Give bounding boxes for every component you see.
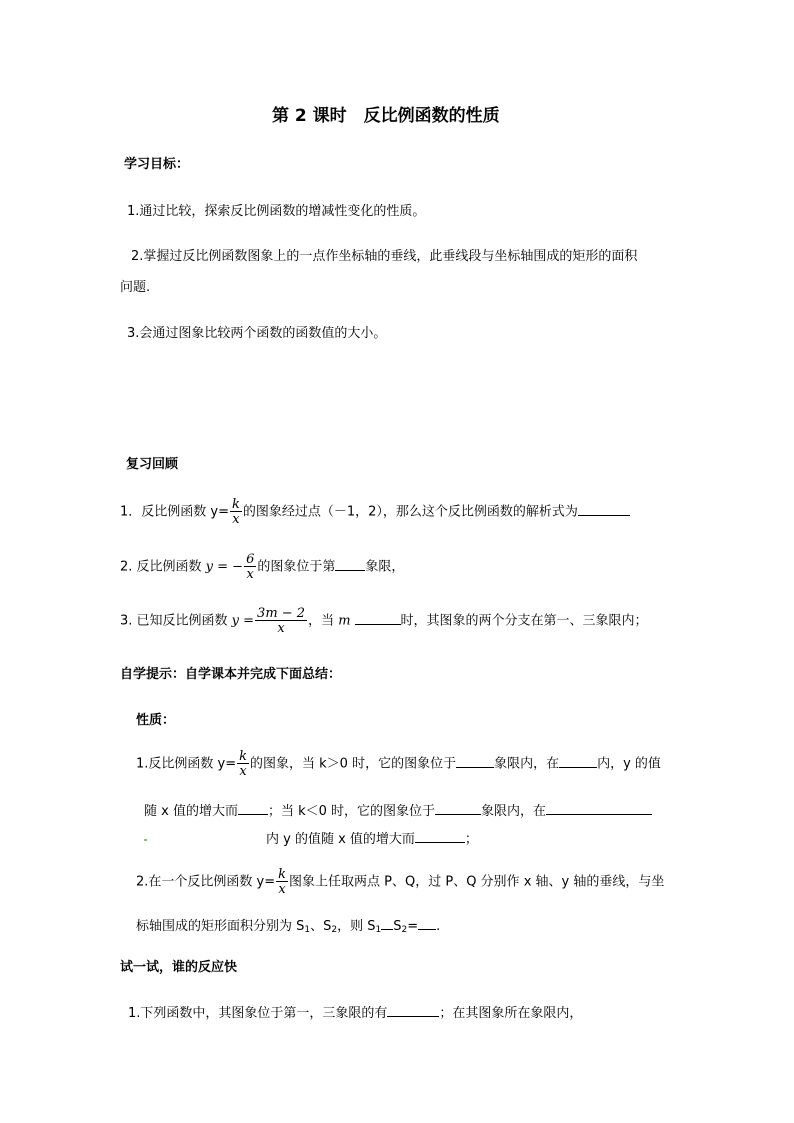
fraction-k-over-x — [276, 868, 288, 896]
fraction-k-over-x — [237, 750, 249, 778]
p1-a: 1.反比例函数 y= — [136, 756, 237, 772]
fraction-denominator: x — [237, 763, 249, 778]
try-it-question-1 — [128, 1004, 582, 1020]
p1-d: 内，y 的值 — [597, 756, 661, 772]
q1-suffix: 的图象经过点（－1，2），那么这个反比例函数的解析式为 — [242, 504, 578, 520]
objective-2-cont: 问题. — [120, 280, 151, 295]
subscript: 1 — [375, 925, 382, 935]
q3-mid: ，当 — [308, 613, 339, 629]
objective-2: 2.掌握过反比例函数图象上的一点作坐标轴的垂线，此垂线段与坐标轴围成的矩形的面积 — [131, 249, 638, 264]
fraction-6-over-x — [244, 553, 256, 581]
properties-subheading: 性质： — [136, 713, 176, 728]
answer-blank[interactable] — [559, 755, 597, 768]
selfstudy-heading: 自学提示：自学课本并完成下面总结： — [120, 667, 342, 682]
p2-d: S — [393, 919, 402, 934]
q3-m: m — [338, 613, 351, 629]
decorative-mark — [144, 839, 147, 841]
property-1-line-1 — [136, 750, 661, 778]
property-2-line-1 — [136, 868, 664, 896]
objectives-heading: 学习目标： — [124, 157, 190, 172]
p2-f: . — [436, 919, 441, 934]
p1-f: ；当 k＜0 时，它的图象位于 — [267, 804, 436, 819]
fraction-denominator: x — [276, 881, 288, 896]
answer-blank[interactable] — [415, 830, 465, 843]
answer-blank[interactable] — [456, 755, 494, 768]
answer-blank[interactable] — [381, 917, 393, 930]
answer-blank[interactable] — [335, 558, 365, 571]
q2-lhs: y = − — [205, 559, 244, 575]
subscript: 2 — [401, 925, 408, 935]
page-title: 第 2 课时 反比例函数的性质 — [272, 106, 500, 126]
try-q1: 1.下列函数中，其图象位于第一，三象限的有 — [128, 1006, 388, 1021]
p2-c: 标轴围成的矩形面积分别为 S — [136, 919, 305, 934]
review-question-1 — [120, 498, 630, 526]
p2-e: = — [407, 919, 419, 934]
subscript: 2 — [331, 925, 338, 935]
fraction-numerator: k — [239, 749, 248, 764]
answer-blank[interactable] — [238, 802, 268, 815]
try-it-heading: 试一试，谁的反应快 — [120, 960, 238, 975]
p1-c: 象限内，在 — [494, 756, 560, 772]
p1-i: ； — [464, 832, 478, 847]
q3-suffix: 时，其图象的两个分支在第一、三象限内； — [400, 613, 648, 629]
review-question-2 — [120, 553, 404, 581]
answer-blank[interactable] — [546, 802, 652, 815]
answer-blank[interactable] — [387, 1004, 439, 1017]
p1-e: 随 x 值的增大而 — [144, 804, 238, 819]
q3-lhs: y = — [231, 613, 255, 629]
p2-c3: ，则 S — [337, 919, 376, 934]
p1-b: 的图象，当 k＞0 时，它的图象位于 — [250, 756, 457, 772]
p2-c2: 、S — [310, 919, 332, 934]
q2-prefix: 2. 反比例函数 — [120, 559, 206, 575]
fraction-numerator: 6 — [246, 552, 255, 567]
q2-suffix-2: 象限， — [365, 559, 405, 575]
fraction-3m-2-over-x — [255, 607, 307, 635]
p2-a: 2.在一个反比例函数 y= — [136, 874, 276, 890]
property-1-line-2 — [144, 802, 652, 818]
q3-prefix: 3. 已知反比例函数 — [120, 613, 232, 629]
answer-blank[interactable] — [435, 802, 481, 815]
answer-blank[interactable] — [418, 917, 436, 930]
fraction-denominator: x — [244, 566, 256, 581]
review-question-3 — [120, 607, 648, 635]
objective-1: 1.通过比较，探索反比例函数的增减性变化的性质。 — [127, 204, 426, 219]
review-heading: 复习回顾 — [126, 457, 179, 472]
fraction-denominator: x — [230, 511, 242, 526]
property-2-line-2 — [136, 917, 440, 933]
fraction-k-over-x — [230, 498, 242, 526]
subscript: 1 — [304, 925, 311, 935]
fraction-numerator: k — [278, 867, 287, 882]
q2-suffix-1: 的图象位于第 — [257, 559, 336, 575]
answer-blank[interactable] — [355, 612, 401, 625]
property-1-line-3 — [266, 830, 478, 846]
p2-b: 图象上任取两点 P、Q，过 P、Q 分别作 x 轴、y 轴的垂线，与坐 — [289, 874, 665, 890]
fraction-numerator: k — [232, 497, 240, 512]
q1-prefix: 1．反比例函数 y= — [120, 504, 229, 520]
try-q1-end: ；在其图象所在象限内， — [439, 1006, 583, 1021]
p1-h: 内 y 的值随 x 值的增大而 — [266, 832, 415, 847]
answer-blank[interactable] — [578, 503, 630, 516]
fraction-denominator: x — [255, 620, 307, 635]
fraction-numerator: 3m − 2 — [257, 606, 306, 621]
p1-g: 象限内，在 — [481, 804, 547, 819]
objective-3: 3.会通过图象比较两个函数的函数值的大小。 — [127, 326, 387, 341]
